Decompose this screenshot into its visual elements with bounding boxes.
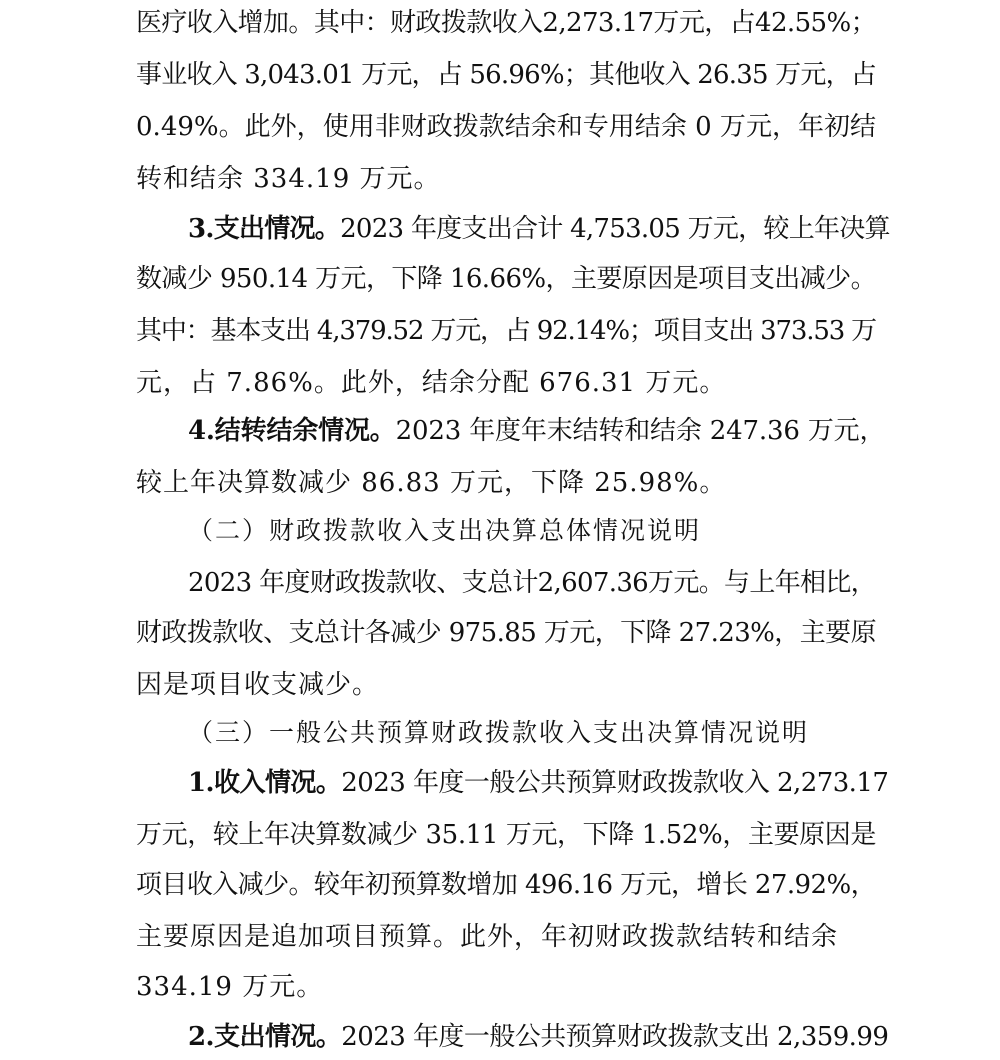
body-text-line: 医疗收入增加。其中：财政拨款收入2,273.17万元，占42.55%； <box>136 8 876 38</box>
body-text: 2023 年度支出合计 4,753.05 万元，较上年决算 <box>340 214 890 244</box>
paragraph-heading: 1.收入情况。 <box>188 768 342 798</box>
paragraph-heading: 4.结转结余情况。 <box>188 416 396 446</box>
body-text-line: 项目收入减少。较年初预算数增加 496.16 万元，增长 27.92%， <box>136 870 876 900</box>
body-text-line: 较上年决算数减少 86.83 万元，下降 25.98%。 <box>136 468 727 498</box>
section-heading: （二）财政拨款收入支出决算总体情况说明 <box>188 516 702 545</box>
body-text-line: 2023 年度财政拨款收、支总计2,607.36万元。与上年相比， <box>188 568 876 598</box>
section-heading: （三）一般公共预算财政拨款收入支出决算情况说明 <box>188 718 810 747</box>
body-text-line: 因是项目收支减少。 <box>136 670 380 700</box>
body-text: 2023 年度一般公共预算财政拨款支出 2,359.99 <box>341 1022 889 1052</box>
paragraph-first-line <box>188 766 888 800</box>
body-text: 2023 年度一般公共预算财政拨款收入 2,273.17 <box>341 768 889 798</box>
paragraph-first-line <box>188 414 885 448</box>
paragraph-heading: 2.支出情况。 <box>188 1022 342 1052</box>
body-text-line: 其中：基本支出 4,379.52 万元，占 92.14%；项目支出 373.53 万 <box>136 316 876 346</box>
body-text-line: 0.49%。此外，使用非财政拨款结余和专用结余 0 万元，年初结 <box>136 112 876 142</box>
body-text-line: 万元，较上年决算数减少 35.11 万元，下降 1.52%，主要原因是 <box>136 820 876 850</box>
body-text: 2023 年度年末结转和结余 247.36 万元， <box>395 416 886 446</box>
body-text-line: 财政拨款收、支总计各减少 975.85 万元，下降 27.23%，主要原 <box>136 618 876 648</box>
paragraph-first-line <box>188 1020 888 1054</box>
body-text-line: 334.19 万元。 <box>136 972 324 1002</box>
body-text-line: 事业收入 3,043.01 万元，占 56.96%；其他收入 26.35 万元，占 <box>136 60 876 90</box>
paragraph-heading: 3.支出情况。 <box>188 214 341 244</box>
body-text-line: 转和结余 334.19 万元。 <box>136 164 441 194</box>
body-text-line: 主要原因是追加项目预算。此外，年初财政拨款结转和结余 <box>136 922 839 952</box>
paragraph-first-line <box>188 212 890 246</box>
body-text-line: 数减少 950.14 万元，下降 16.66%，主要原因是项目支出减少。 <box>136 264 876 294</box>
body-text-line: 元，占 7.86%。此外，结余分配 676.31 万元。 <box>136 368 727 398</box>
